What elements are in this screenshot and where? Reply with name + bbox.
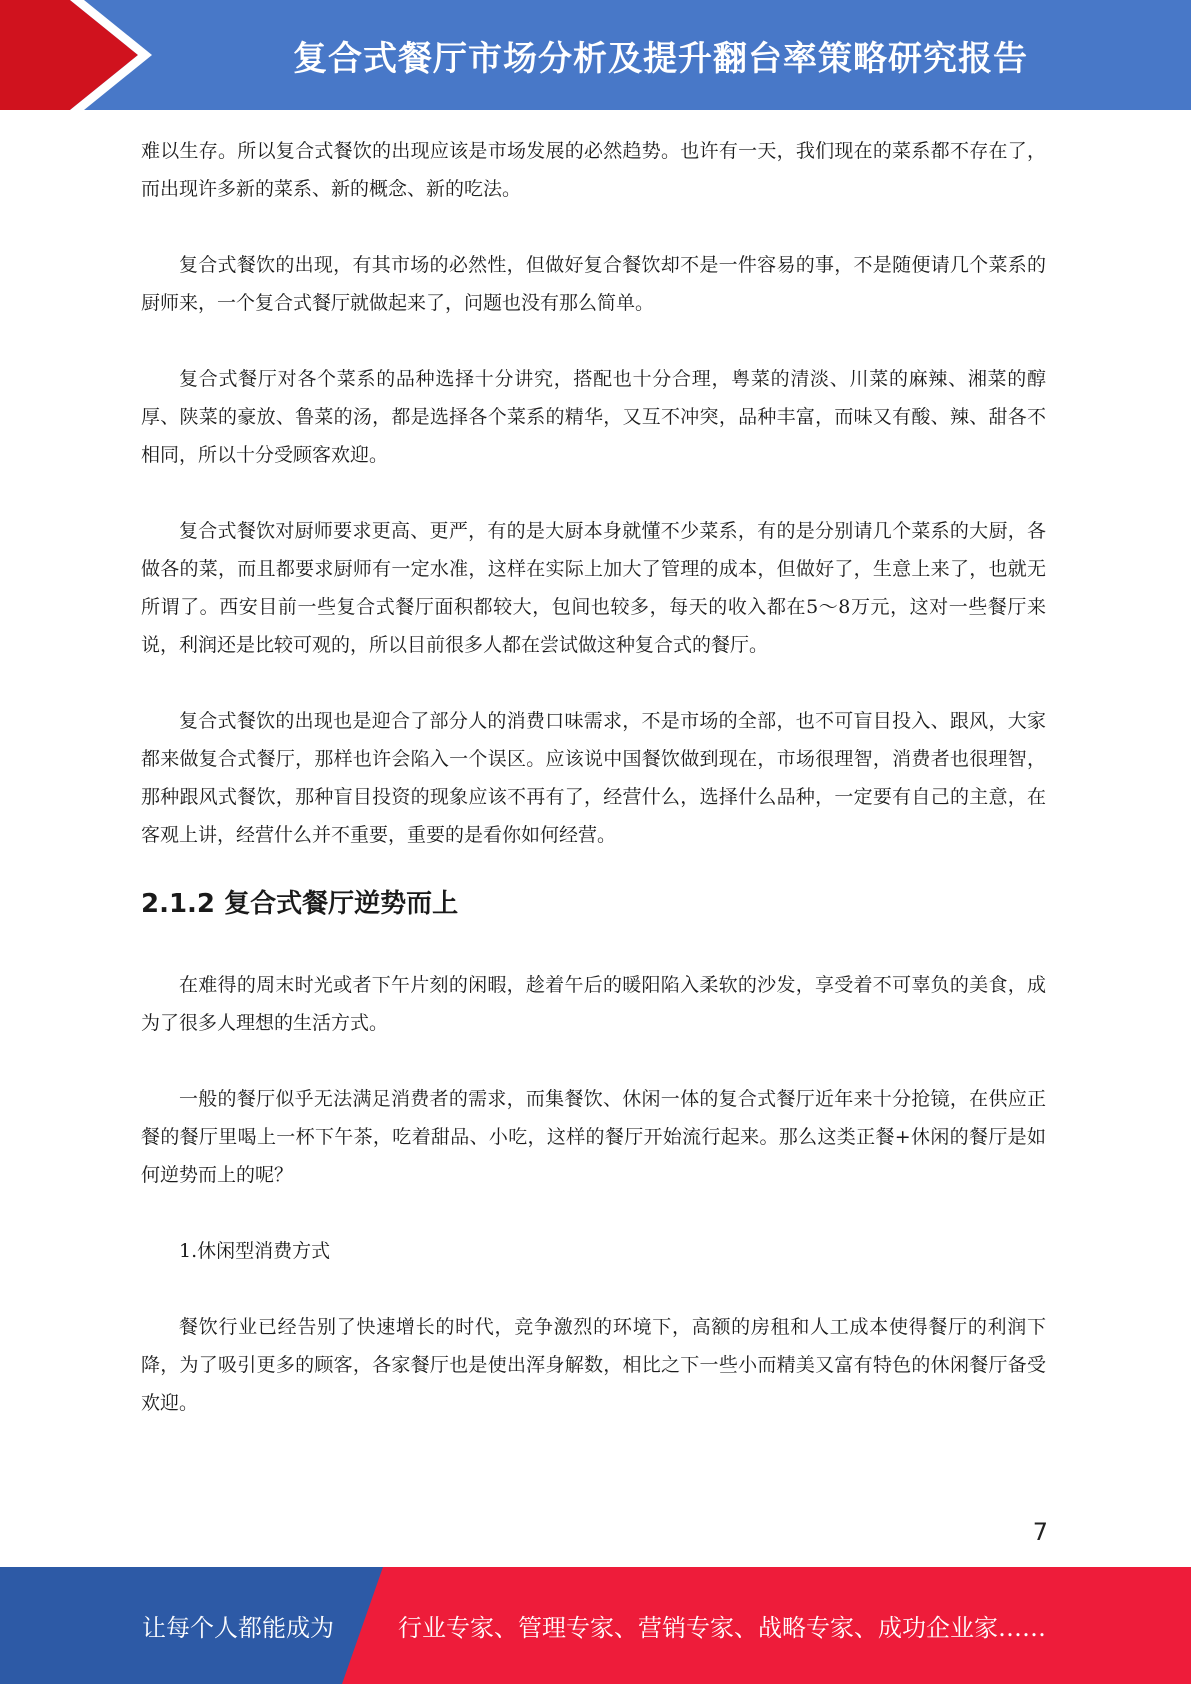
paragraph: 餐饮行业已经告别了快速增长的时代，竞争激烈的环境下，高额的房租和人工成本使得餐厅的利润下降，为了吸引更多的顾客，各家餐厅也是使出浑身解数，相比之下一些小而精美又富有特色的休闲餐厅备受欢迎。 xyxy=(141,1316,1046,1414)
section-heading: 2.1.2 复合式餐厅逆势而上 xyxy=(141,889,459,919)
page-footer xyxy=(0,1567,1191,1684)
page-header xyxy=(0,0,1191,110)
paragraph: 复合式餐饮的出现，有其市场的必然性，但做好复合餐饮却不是一件容易的事，不是随便请几个菜系的厨师来，一个复合式餐厅就做起来了，问题也没有那么简单。 xyxy=(141,254,1046,314)
paragraph: 复合式餐厅对各个菜系的品种选择十分讲究，搭配也十分合理，粤菜的清淡、川菜的麻辣、湘菜的醇厚、陕菜的豪放、鲁菜的汤，都是选择各个菜系的精华，又互不冲突，品种丰富，而味又有酸、辣、甜各不相同，所以十分受顾客欢迎。 xyxy=(141,368,1046,466)
paragraph: 复合式餐饮的出现也是迎合了部分人的消费口味需求，不是市场的全部，也不可盲目投入、跟风，大家都来做复合式餐厅，那样也许会陷入一个误区。应该说中国餐饮做到现在，市场很理智，消费者也很理智，那种跟风式餐饮，那种盲目投资的现象应该不再有了，经营什么，选择什么品种，一定要有自己的主意，在客观上讲，经营什么并不重要，重要的是看你如何经营。 xyxy=(141,710,1046,846)
footer-slogan-left: 让每个人都能成为 xyxy=(142,1614,334,1642)
paragraph: 在难得的周末时光或者下午片刻的闲暇，趁着午后的暖阳陷入柔软的沙发，享受着不可辜负的美食，成为了很多人理想的生活方式。 xyxy=(141,974,1046,1034)
report-title: 复合式餐厅市场分析及提升翻台率策略研究报告 xyxy=(293,38,1028,79)
document-body xyxy=(141,132,1046,1460)
footer-slogan-right: 行业专家、管理专家、营销专家、战略专家、成功企业家…… xyxy=(398,1614,1046,1642)
paragraph: 复合式餐饮对厨师要求更高、更严，有的是大厨本身就懂不少菜系，有的是分别请几个菜系的大厨，各做各的菜，而且都要求厨师有一定水准，这样在实际上加大了管理的成本，但做好了，生意上来了，也就无所谓了。西安目前一些复合式餐厅面积都较大，包间也较多，每天的收入都在5～8万元，这对一些餐厅来说，利润还是比较可观的，所以目前很多人都在尝试做这种复合式的餐厅。 xyxy=(141,520,1046,656)
header-arrow-emblem xyxy=(0,0,160,110)
page-number: 7 xyxy=(1032,1518,1048,1546)
subsection-item: 1.休闲型消费方式 xyxy=(179,1240,331,1262)
paragraph: 难以生存。所以复合式餐饮的出现应该是市场发展的必然趋势。也许有一天，我们现在的菜系都不存在了，而出现许多新的菜系、新的概念、新的吃法。 xyxy=(141,140,1046,200)
paragraph: 一般的餐厅似乎无法满足消费者的需求，而集餐饮、休闲一体的复合式餐厅近年来十分抢镜，在供应正餐的餐厅里喝上一杯下午茶，吃着甜品、小吃，这样的餐厅开始流行起来。那么这类正餐+休闲的餐厅是如何逆势而上的呢？ xyxy=(141,1088,1046,1186)
